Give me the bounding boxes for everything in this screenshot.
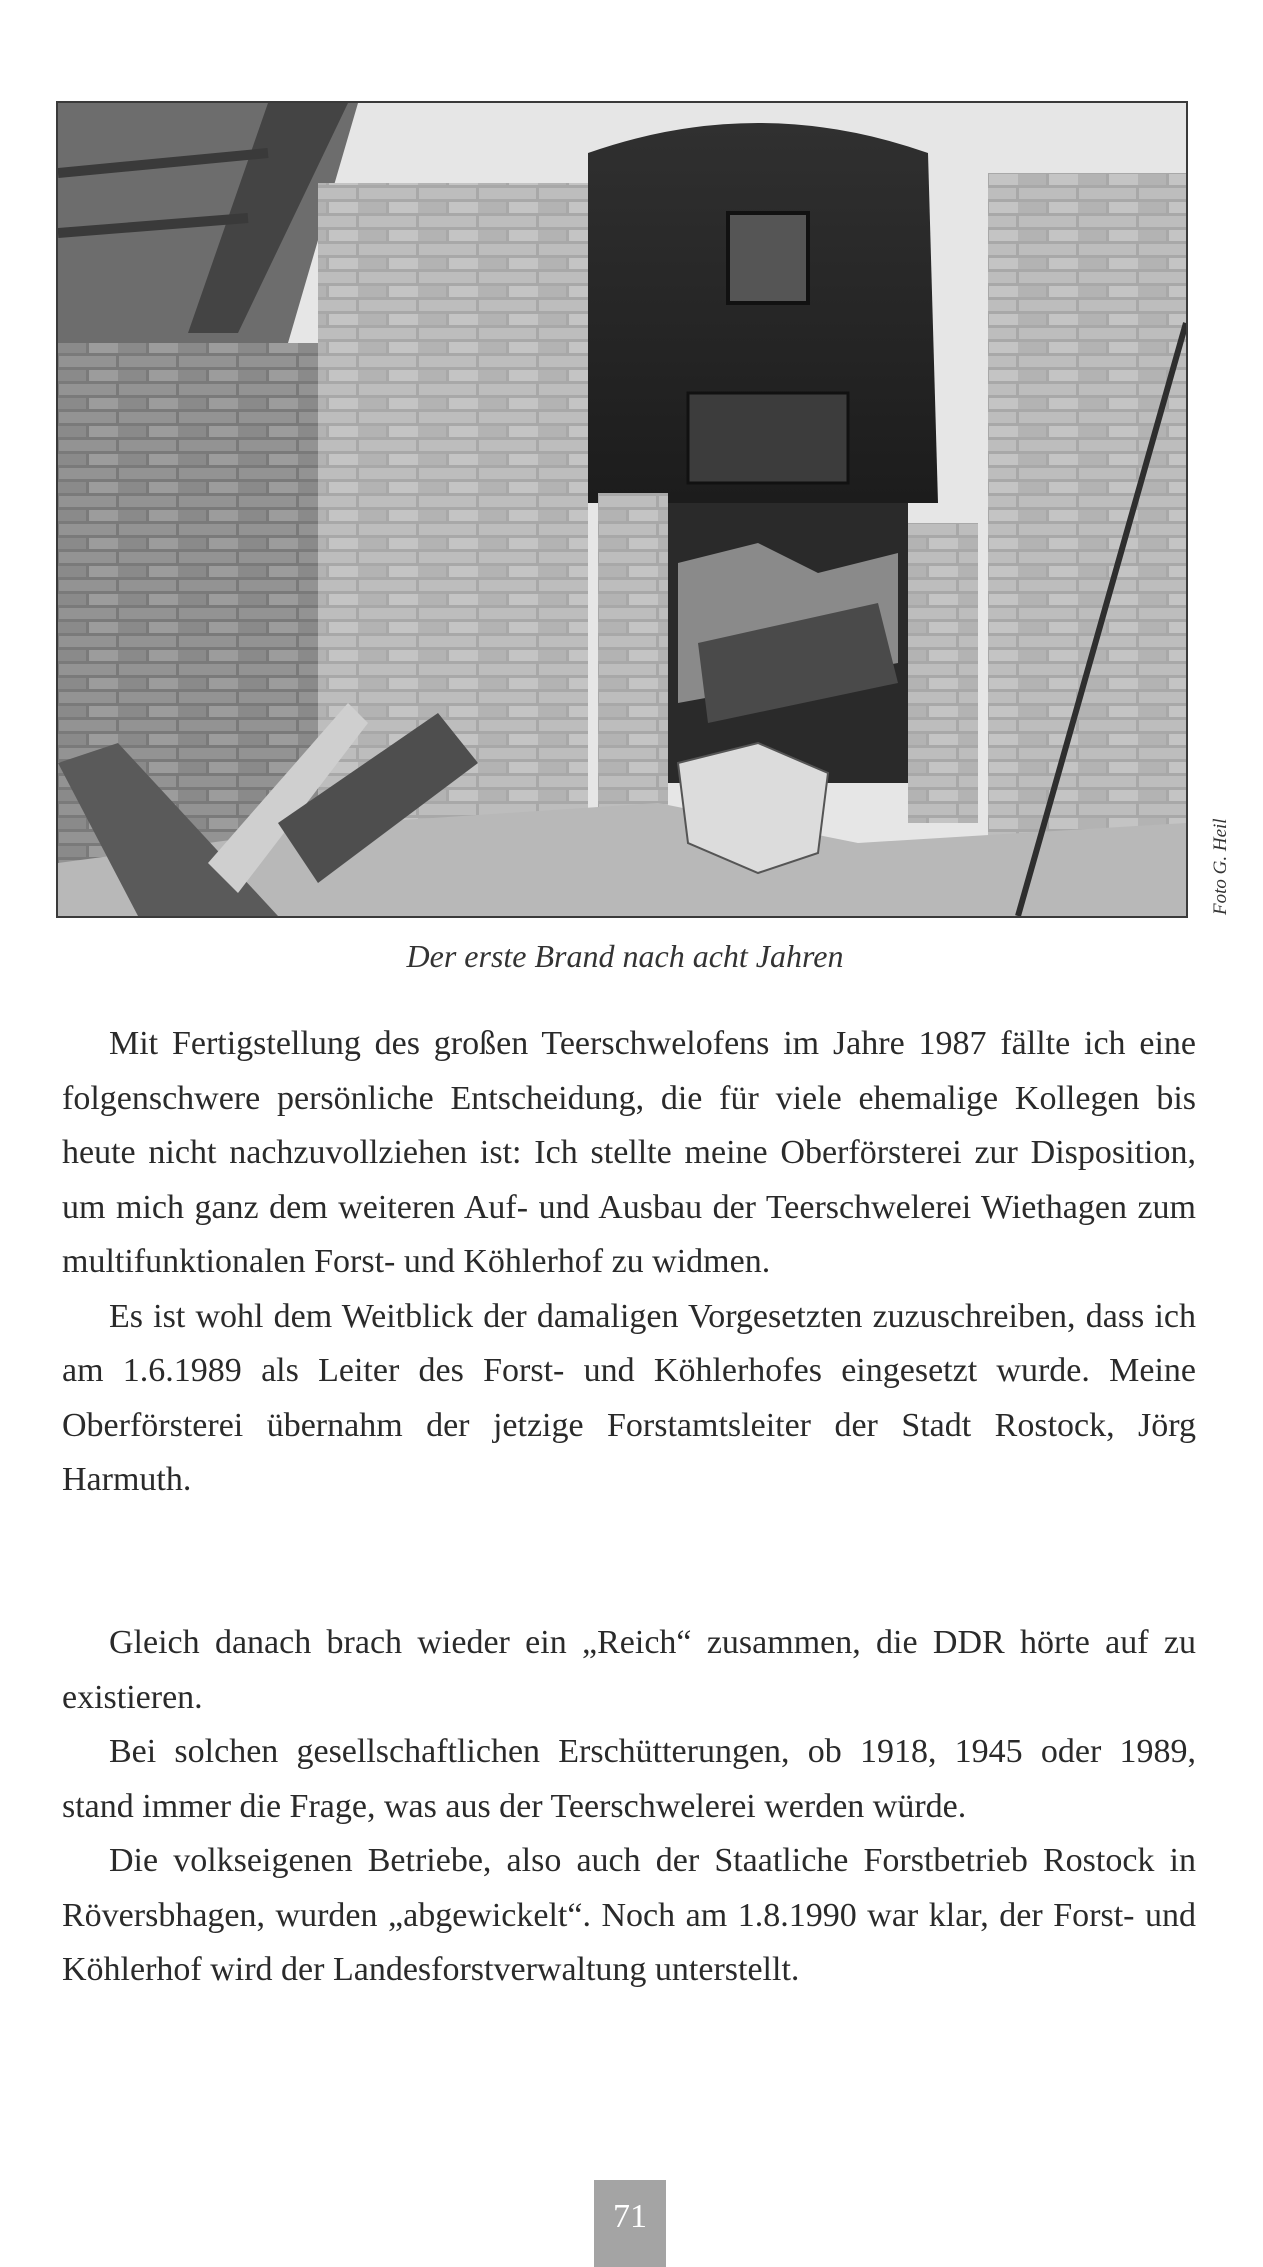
page-number-box <box>594 2180 666 2267</box>
paragraph: Es ist wohl dem Weitblick der damaligen Vorgesetzten zuzuschreiben, dass ich am 1.6.1989 als Leiter des Forst- und Köhlerhofes eingesetzt wurde. Meine Oberförsterei übernahm der jetzige Forstamtsleiter der Stadt Rostock, Jörg Harmuth. <box>62 1297 1196 1498</box>
paragraph: Gleich danach brach wieder ein „Reich“ zusammen, die DDR hörte auf zu existieren. <box>62 1624 1196 1716</box>
body-text-block-2 <box>62 1616 1196 1998</box>
paragraph: Bei solchen gesellschaftlichen Erschütterungen, ob 1918, 1945 oder 1989, stand immer die Frage, was aus der Teerschwelerei werden würde. <box>62 1733 1196 1825</box>
figure-caption: Der erste Brand nach acht Jahren <box>406 938 844 974</box>
body-text-block-1 <box>62 1017 1196 1508</box>
kiln-photo <box>56 101 1188 918</box>
page-number: 71 <box>613 2198 647 2235</box>
photo-credit: Foto G. Heil <box>1210 818 1231 915</box>
paragraph: Mit Fertigstellung des großen Teerschwelofens im Jahre 1987 fällte ich eine folgenschwere persönliche Entscheidung, die für viele ehemalige Kollegen bis heute nicht nachzuvollziehen ist: Ich stellte meine Oberförsterei zur Disposition, um mich ganz dem weiteren Auf- und Ausbau der Teerschwelerei Wiethagen zum multifunktionalen Forst- und Köhlerhof zu widmen. <box>62 1025 1196 1280</box>
paragraph: Die volkseigenen Betriebe, also auch der Staatliche Forstbetrieb Rostock in Röversbhagen, wurden „abgewickelt“. Noch am 1.8.1990 war klar, der Forst- und Köhlerhof wird der Landesforstverwaltung unterstellt. <box>62 1842 1196 1988</box>
